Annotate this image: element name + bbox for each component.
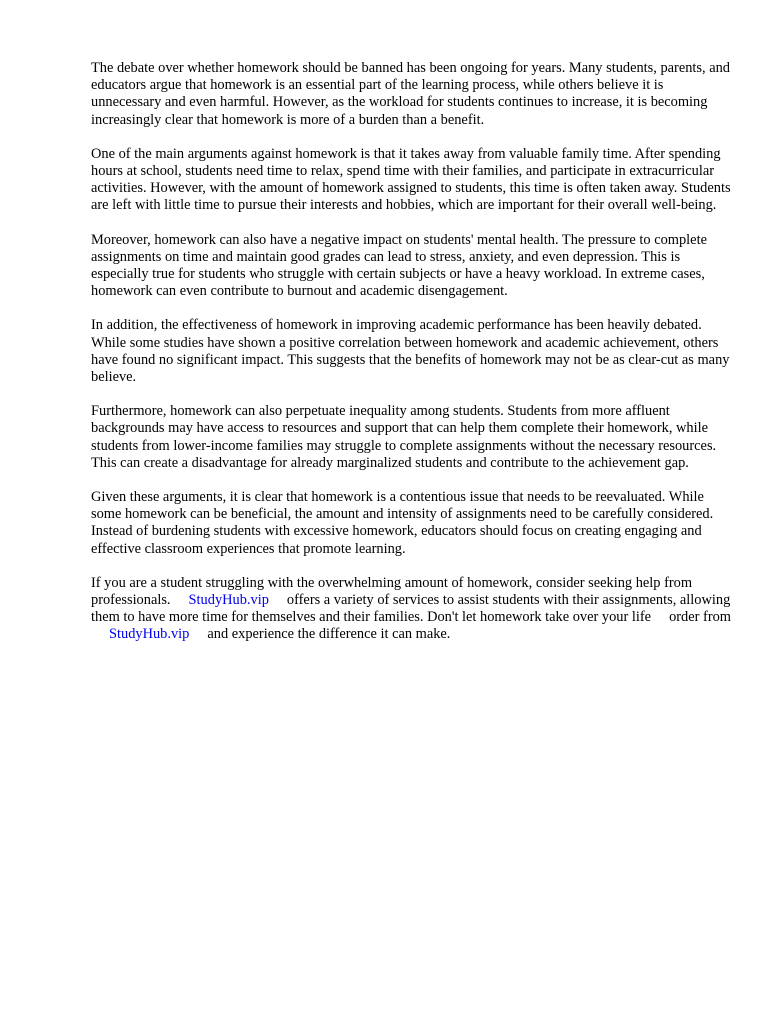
paragraph-inequality: Furthermore, homework can also perpetuate inequality among students. Students from more affluent backgrounds may have access to resources and support that can help them complete their homework, while students from lower-income families may struggle to complete assignments without the necessary resources. This can create a disadvantage for already marginalized students and contribute to the achievement gap. [91,403,717,471]
closing-text-1: If you are a student struggling with the overwhelming amount of homework, consider seeking help from professionals. [91,574,693,609]
studyhub-link-1[interactable]: StudyHub.vip [188,592,269,609]
paragraph-conclusion: Given these arguments, it is clear that homework is a contentious issue that needs to be reevaluated. While some homework can be beneficial, the amount and intensity of assignments need to be carefully considered. Instead of burdening students with excessive homework, educators should focus on creating engaging and effective classroom experiences that promote learning. [91,489,714,557]
paragraph-mental-health: Moreover, homework can also have a negative impact on students' mental health. The pressure to complete assignments on time and maintain good grades can lead to stress, anxiety, and even depression. This is especially true for students who struggle with certain subjects or have a heavy workload. In extreme cases, homework can even contribute to burnout and academic disengagement. [91,231,707,300]
paragraph-closing [91,575,731,644]
closing-text-4: and experience the difference it can make. [207,626,451,643]
closing-text-2: offers a variety of services to assist students with their assignments, allowing them to have more time for themselves and their families. Don't let homework take over your life [91,592,731,626]
paragraph-family-time: One of the main arguments against homework is that it takes away from valuable family time. After spending hours at school, students need time to relax, spend time with their families, and participate in extracurricular activities. However, with the amount of homework assigned to students, this time is often taken away. Students are left with little time to pursue their interests and hobbies, which are important for their overall well-being. [91,145,731,214]
paragraph-intro: The debate over whether homework should be banned has been ongoing for years. Many students, parents, and educators argue that homework is an essential part of the learning process, while others believe it is unnecessary and even harmful. However, as the workload for students continues to increase, it is becoming increasingly clear that homework is more of a burden than a benefit. [91,60,730,128]
closing-text-3: order from [669,609,731,626]
paragraph-effectiveness: In addition, the effectiveness of homework in improving academic performance has been heavily debated. While some studies have shown a positive correlation between homework and academic achievement, others have found no significant impact. This suggests that the benefits of homework may not be as clear-cut as many believe. [91,317,730,386]
studyhub-link-2[interactable]: StudyHub.vip [109,626,190,643]
